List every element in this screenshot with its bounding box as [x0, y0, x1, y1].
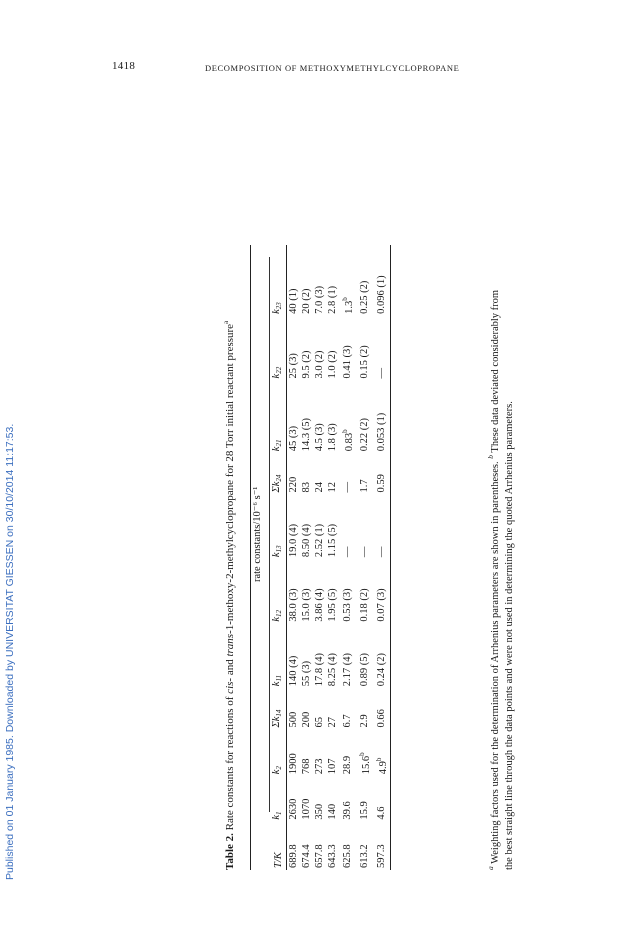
table-cell [339, 731, 356, 778]
column-header-subscript: 13 [275, 545, 283, 553]
table-cell [326, 318, 339, 383]
column-header [270, 824, 287, 870]
table-cell [373, 245, 391, 318]
cell-footnote-mark: b [341, 429, 349, 433]
table-cell [300, 455, 313, 496]
cell-value: 0.83 [344, 432, 355, 452]
cell-value: 55 (3) [301, 660, 312, 687]
table-cell [313, 561, 326, 626]
cell-value: 0.53 (3) [342, 588, 353, 622]
cell-value: 8.25 (4) [327, 652, 338, 687]
cell-value: — [342, 482, 353, 493]
table-cell [356, 382, 373, 455]
table-cell [326, 382, 339, 455]
table-cell [287, 245, 301, 318]
cell-value: 2.17 (4) [342, 652, 353, 687]
table-cell [287, 497, 301, 562]
column-header [270, 245, 287, 318]
cell-value: 20 (2) [301, 288, 312, 314]
table-cell [326, 824, 339, 870]
cell-value: 140 (4) [288, 655, 299, 687]
cell-value: 657.8 [314, 844, 325, 868]
table-cell [326, 497, 339, 562]
cell-value: 1.3 [344, 300, 355, 314]
cell-value: 17.8 (4) [314, 652, 325, 687]
table-label: Table 2. [224, 833, 236, 870]
caption-and: and [224, 659, 236, 676]
table-row [300, 245, 313, 870]
table-cell [373, 731, 391, 778]
table-cell [373, 824, 391, 870]
column-header [270, 318, 287, 383]
table-body [287, 245, 391, 870]
table-footnotes [484, 90, 517, 870]
cell-value: — [342, 546, 353, 558]
cell-value: 0.18 (2) [359, 588, 370, 622]
cell-value: 7.0 (3) [314, 285, 325, 314]
table-cell [339, 561, 356, 626]
cell-value: 9.5 (2) [301, 350, 312, 379]
column-header-base: Σk [271, 481, 282, 493]
table-cell [287, 318, 301, 383]
footnote-line-2: the best straight line through the data points and were not used in determining the quoted Arrhenius parameters. [504, 401, 515, 870]
cell-value: 1900 [288, 753, 299, 775]
cell-value: 768 [301, 758, 312, 775]
header-spacer [251, 824, 271, 870]
footnote-mark-a: a [486, 866, 495, 870]
group-header-text: rate constants/10⁻⁶ s⁻¹ [252, 486, 263, 583]
cell-value: 28.9 [342, 755, 353, 775]
cell-value: 0.59 [376, 474, 387, 493]
table-cell [339, 626, 356, 691]
table-cell [287, 731, 301, 778]
table-cell [313, 497, 326, 562]
column-header-base: k [271, 769, 282, 775]
table-row [326, 245, 339, 870]
table-cell [287, 626, 301, 691]
table-cell [339, 778, 356, 823]
running-head: DECOMPOSITION OF METHOXYMETHYLCYCLOPROPANE [205, 63, 460, 73]
table-cell [373, 626, 391, 691]
cell-value: 0.24 (2) [376, 652, 387, 687]
table-cell [313, 778, 326, 823]
table-cell [287, 382, 301, 455]
column-header-base: k [271, 681, 282, 687]
cell-value: 0.15 (2) [359, 345, 370, 379]
caption-trans: trans- [224, 630, 236, 657]
table-cell [287, 561, 301, 626]
cell-value: 1.8 (3) [327, 423, 338, 452]
cell-value: 0.41 (3) [342, 345, 353, 379]
table-cell [373, 690, 391, 731]
cell-value: 14.3 (5) [301, 417, 312, 452]
table-cell [373, 778, 391, 823]
column-header [270, 455, 287, 496]
cell-value: 27 [327, 716, 338, 728]
column-header [270, 382, 287, 455]
table-cell [313, 731, 326, 778]
cell-value: 273 [314, 758, 325, 775]
cell-value: 0.25 (2) [359, 280, 370, 314]
cell-value: 4.6 [376, 806, 387, 820]
table-cell [287, 455, 301, 496]
cell-value: 107 [327, 758, 338, 775]
table-cell [339, 824, 356, 870]
cell-value: 674.4 [301, 844, 312, 868]
column-header-base: k [271, 814, 282, 820]
cell-value: 2.52 (1) [314, 523, 325, 558]
cell-value: 15.9 [359, 801, 370, 820]
group-header [251, 245, 271, 824]
table-cell [373, 561, 391, 626]
column-header-subscript: 12 [275, 609, 283, 617]
table-cell [339, 245, 356, 318]
page-number: 1418 [112, 60, 136, 72]
column-header-base: k [271, 309, 282, 314]
cell-value: 0.096 (1) [376, 275, 387, 314]
column-header-base: k [271, 446, 282, 452]
caption-footnote-mark: a [222, 320, 230, 324]
caption-cis: cis- [224, 677, 236, 694]
table-cell [300, 561, 313, 626]
table-row [339, 245, 356, 870]
column-header-subscript: 22 [275, 366, 283, 374]
table-cell [339, 318, 356, 383]
cell-value: 0.053 (1) [376, 412, 387, 452]
column-header-base: k [271, 552, 282, 558]
table-cell [373, 455, 391, 496]
table-cell [326, 690, 339, 731]
table-cell [373, 497, 391, 562]
table-cell [300, 778, 313, 823]
table-cell [300, 245, 313, 318]
footnote-a-text: Weighting factors used for the determination of Arrhenius parameters are shown in parentheses. [490, 461, 501, 864]
table-row [313, 245, 326, 870]
cell-value: 2.9 [359, 714, 370, 728]
table-cell [287, 824, 301, 870]
column-header-subscript: 21 [275, 439, 283, 447]
table-cell [326, 626, 339, 691]
column-header-subscript: 14 [275, 709, 283, 717]
table-cell [356, 497, 373, 562]
cell-value: 350 [314, 803, 325, 820]
cell-value: 0.07 (3) [376, 588, 387, 622]
cell-value: 40 (1) [288, 288, 299, 314]
footnote-b-text: These data deviated considerably from [490, 289, 501, 453]
table-cell [356, 778, 373, 823]
table-cell [326, 561, 339, 626]
cell-value: 15.0 (3) [301, 588, 312, 622]
caption-tail: 1-methoxy-2-methylcyclopropane for 28 Torr initial reactant pressure [224, 323, 236, 631]
column-header-base: T/K [272, 852, 284, 868]
cell-value: — [376, 367, 387, 379]
table-cell [300, 824, 313, 870]
cell-value: 2.8 (1) [327, 285, 338, 314]
table-cell [300, 690, 313, 731]
caption-lead: Rate constants for reactions of [224, 696, 236, 831]
cell-footnote-mark: b [375, 757, 383, 762]
table-cell [339, 382, 356, 455]
cell-value: 689.8 [288, 844, 299, 868]
cell-value: 1070 [301, 798, 312, 820]
cell-value: 83 [301, 482, 312, 493]
table-cell [356, 824, 373, 870]
rate-constants-table [250, 245, 391, 870]
table-cell [287, 690, 301, 731]
table-cell [313, 690, 326, 731]
table-cell [287, 778, 301, 823]
cell-value: 65 [314, 716, 325, 728]
table-cell [356, 690, 373, 731]
column-header [270, 690, 287, 731]
cell-value: 2630 [288, 798, 299, 820]
cell-value: 140 [327, 803, 338, 820]
table-cell [339, 455, 356, 496]
cell-value: 625.8 [342, 844, 353, 868]
cell-value: 0.89 (5) [359, 652, 370, 687]
table-cell [356, 318, 373, 383]
column-header-subscript: 11 [275, 675, 283, 682]
cell-value: 220 [288, 476, 299, 493]
footnote-line-1 [484, 90, 503, 870]
cell-value: 3.86 (4) [314, 588, 325, 622]
table-cell [300, 731, 313, 778]
column-header [270, 561, 287, 626]
cell-value: 45 (3) [288, 425, 299, 452]
cell-value: 3.0 (2) [314, 350, 325, 379]
column-header [270, 731, 287, 778]
table-caption [222, 321, 236, 870]
table-cell [373, 382, 391, 455]
table-cell [313, 382, 326, 455]
cell-value: 12 [327, 482, 338, 493]
cell-value: — [359, 546, 370, 558]
table-cell [356, 731, 373, 778]
table-cell [300, 382, 313, 455]
column-header [270, 497, 287, 562]
table-cell [356, 245, 373, 318]
table-cell [313, 318, 326, 383]
cell-value: 1.7 [359, 479, 370, 493]
cell-value: 613.2 [359, 844, 370, 868]
cell-value: 24 [314, 482, 325, 493]
cell-value: 0.66 [376, 709, 387, 728]
column-header [270, 778, 287, 823]
column-header-subscript: 2 [275, 766, 283, 770]
cell-value: 4.5 (3) [314, 423, 325, 452]
table-row [373, 245, 391, 870]
column-header-subscript: 24 [275, 474, 283, 482]
table-cell [300, 497, 313, 562]
table-cell [326, 778, 339, 823]
table-cell [313, 626, 326, 691]
cell-value: 8.50 (4) [301, 523, 312, 558]
cell-value: 500 [288, 711, 299, 728]
column-header-base: Σk [271, 716, 282, 728]
column-header-subscript: 23 [275, 302, 283, 310]
cell-value: 200 [301, 711, 312, 728]
column-header [270, 626, 287, 691]
cell-value: 0.22 (2) [359, 417, 370, 452]
cell-value: 38.0 (3) [288, 588, 299, 622]
cell-value: 1.0 (2) [327, 350, 338, 379]
column-header-subscript: 1 [275, 811, 283, 815]
rotated-table-block [222, 90, 624, 880]
cell-value: 1.15 (5) [327, 523, 338, 558]
cell-value: 643.3 [327, 844, 338, 868]
table-cell [339, 690, 356, 731]
cell-value: 1.95 (5) [327, 588, 338, 622]
table-cell [313, 455, 326, 496]
cell-value: 597.3 [376, 844, 387, 868]
table-cell [326, 245, 339, 318]
cell-value: 15.6 [361, 755, 372, 775]
cell-value: 6.7 [342, 714, 353, 728]
table-cell [356, 626, 373, 691]
cell-footnote-mark: b [341, 297, 349, 301]
cell-value: 39.6 [342, 801, 353, 820]
table-cell [300, 626, 313, 691]
download-watermark[interactable]: Published on 01 January 1985. Downloaded by UNIVERSITAT GIESSEN on 30/10/2014 11:17:53. [4, 423, 16, 880]
cell-value: 19.0 (4) [288, 523, 299, 558]
cell-value: — [376, 546, 387, 558]
column-header-base: k [271, 373, 282, 379]
cell-value: 4.9 [378, 761, 389, 775]
column-header-base: k [271, 616, 282, 622]
table-cell [313, 824, 326, 870]
footnote-mark-b: b [486, 455, 495, 459]
table-cell [339, 497, 356, 562]
table-cell [373, 318, 391, 383]
table-row [287, 245, 301, 870]
cell-value: 25 (3) [288, 353, 299, 379]
table-cell [356, 561, 373, 626]
table-row [356, 245, 373, 870]
table-cell [300, 318, 313, 383]
column-headers [270, 245, 287, 870]
table-cell [313, 245, 326, 318]
cell-footnote-mark: b [358, 752, 366, 756]
table-cell [326, 731, 339, 778]
table-cell [326, 455, 339, 496]
table-cell [356, 455, 373, 496]
